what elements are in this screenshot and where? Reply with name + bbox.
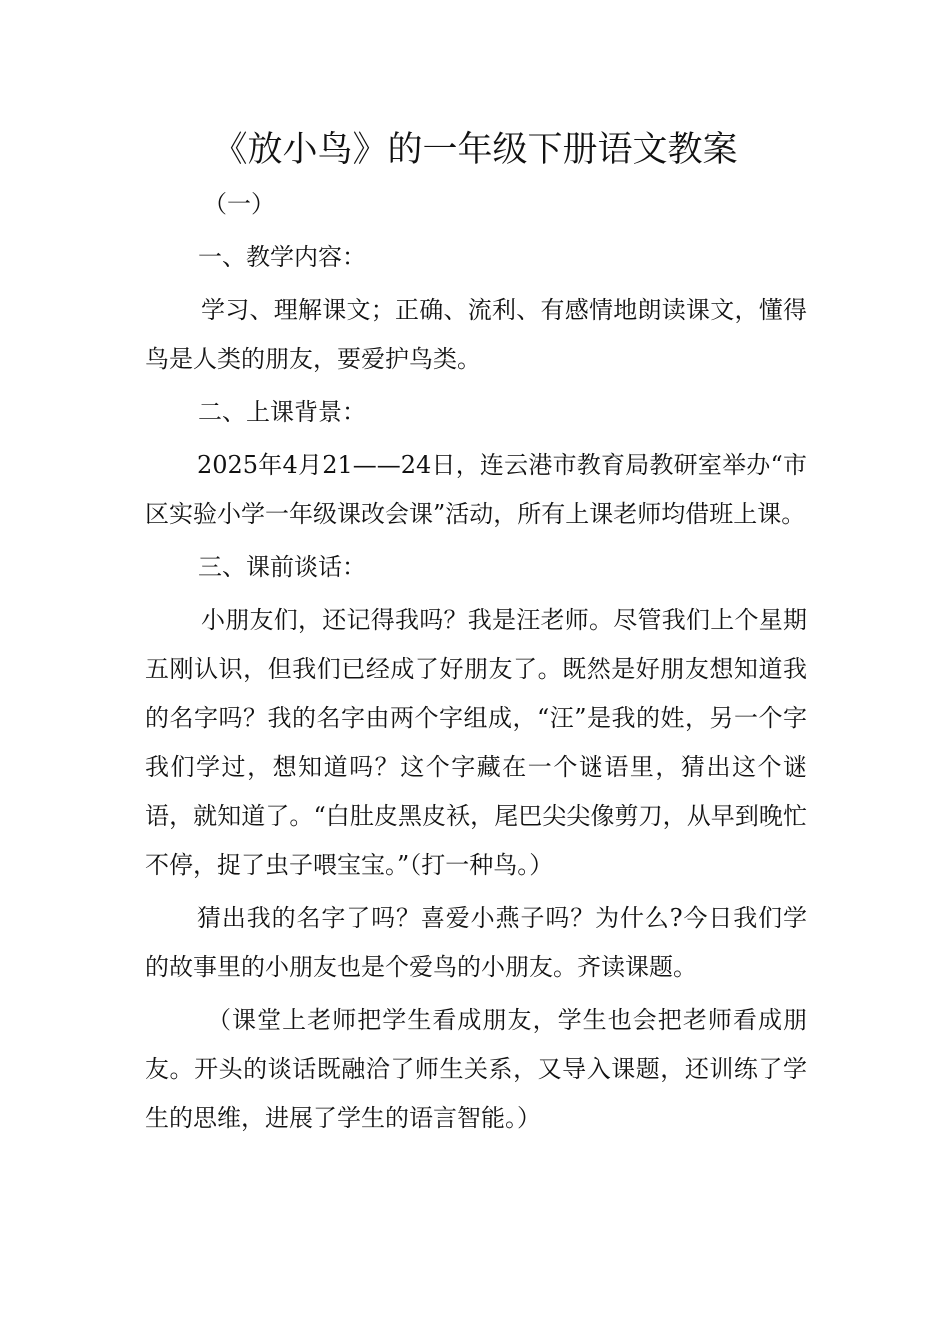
paragraph-guess-name: 猜出我的名字了吗？喜爱小燕子吗？为什么?今日我们学的故事里的小朋友也是个爱鸟的小朋友。齐读课题。: [145, 904, 807, 981]
paragraph-teaching-note: （课堂上老师把学生看成朋友，学生也会把老师看成朋友。开头的谈话既融洽了师生关系，又导入课题，还训练了学生的思维，进展了学生的语言智能。）: [145, 1006, 807, 1132]
document-body: [145, 180, 807, 1143]
heading-class-background: 二、上课背景：: [198, 398, 366, 426]
paragraph-pre-class-talk: 小朋友们，还记得我吗？我是汪老师。尽管我们上个星期五刚认识，但我们已经成了好朋友了。既然是好朋友想知道我的名字吗？我的名字由两个字组成，“汪”是我的姓，另一个字我们学过，想知道吗？这个字藏在一个谜语里，猜出这个谜语，就知道了。“白肚皮黑皮袄，尾巴尖尖像剪刀，从早到晚忙不停，捉了虫子喂宝宝。”（打一种鸟。）: [145, 606, 807, 879]
heading-pre-class-talk: 三、课前谈话：: [198, 553, 366, 581]
paragraph-teaching-content: 学习、理解课文；正确、流利、有感情地朗读课文，懂得鸟是人类的朋友，要爱护鸟类。: [145, 296, 807, 373]
heading-teaching-content: 一、教学内容：: [198, 243, 366, 271]
paragraph-class-background: 2025年4月21——24日，连云港市教育局教研室举办“市区实验小学一年级课改会课”活动，所有上课老师均借班上课。: [145, 451, 807, 528]
document-title: 《放小鸟》的一年级下册语文教案: [212, 130, 738, 170]
section-marker: （一）: [203, 190, 275, 218]
